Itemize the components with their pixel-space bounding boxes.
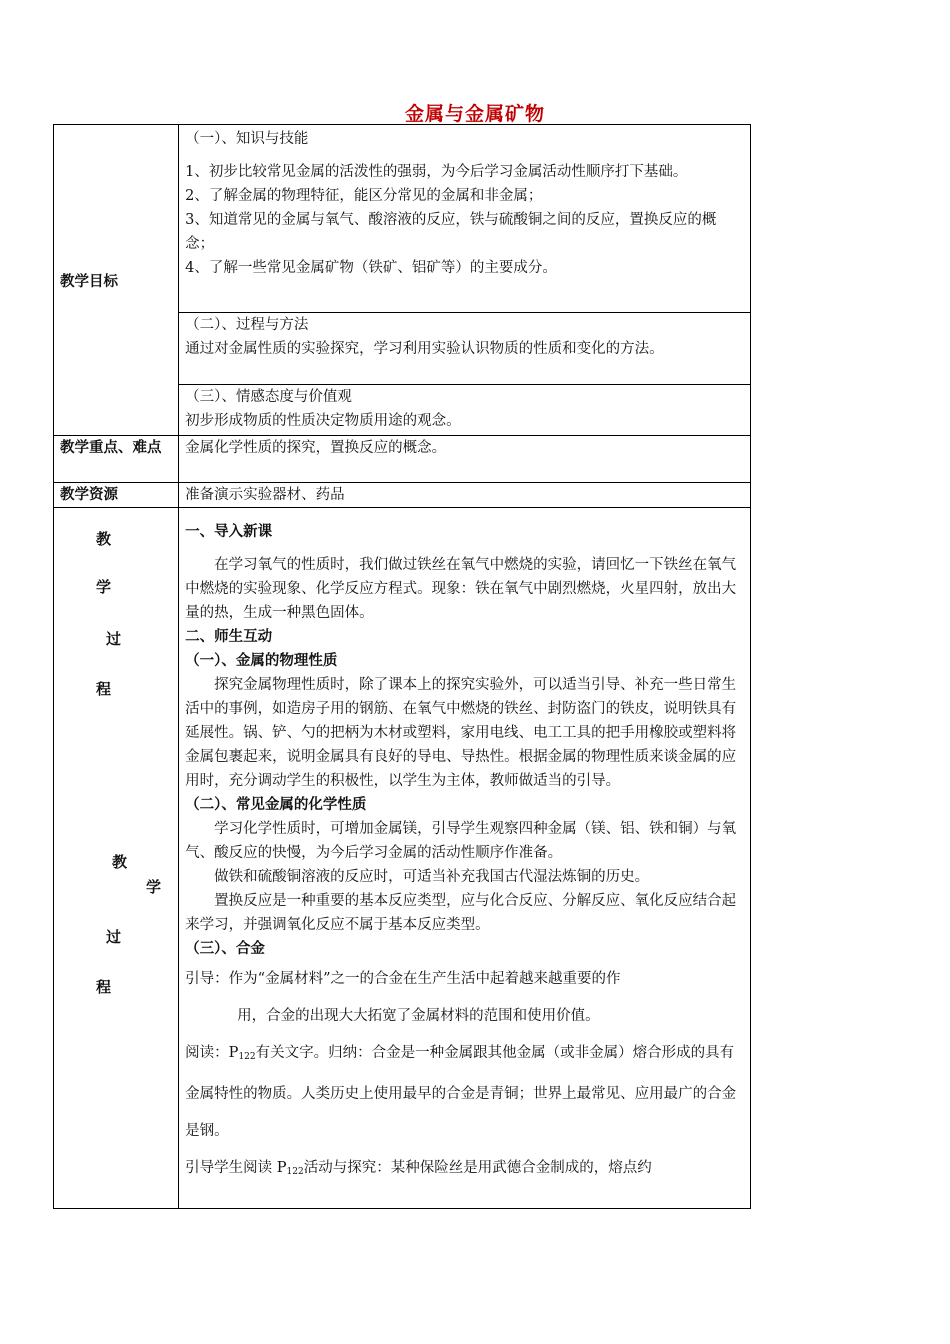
knowledge-item-4: 4、了解一些常见金属矿物（铁矿、铝矿等）的主要成分。	[185, 260, 557, 276]
process-row	[54, 508, 751, 1209]
page-ref-1: 122	[238, 1052, 256, 1062]
interaction-heading: 二、师生互动	[185, 629, 273, 645]
process-label-char-8: 程	[96, 978, 112, 996]
physical-heading: （一）、金属的物理性质	[185, 653, 338, 669]
process-content-cell	[179, 508, 751, 1209]
attitude-cell	[179, 384, 751, 435]
resources-row	[54, 483, 751, 508]
guide-line-1: 引导：作为“金属材料”之一的合金在生产生活中起着越来越重要的作	[185, 971, 621, 987]
objectives-label: 教学目标	[54, 125, 179, 436]
process-method-cell	[179, 313, 751, 384]
process-label-char-3: 过	[106, 630, 122, 648]
key-points-text: 金属化学性质的探究，置换反应的概念。	[179, 436, 751, 483]
guide2-prefix: 引导学生阅读 P	[185, 1160, 287, 1176]
key-points-label: 教学重点、难点	[54, 436, 179, 483]
process-method-text: 通过对金属性质的实验探究，学习利用实验认识物质的性质和变化的方法。	[185, 341, 664, 358]
process-method-heading: （二）、过程与方法	[185, 317, 309, 334]
process-label-char-2: 学	[96, 578, 112, 596]
guide2-paragraph	[185, 1150, 744, 1191]
chemical-text-1: 学习化学性质时，可增加金属镁，引导学生观察四种金属（镁、铝、铁和铜）与氧气、酸反应的快慢，为今后学习金属的活动性顺序作准备。	[185, 821, 737, 861]
process-label-char-5: 教	[112, 853, 128, 871]
knowledge-item-3: 3、知道常见的金属与氧气、酸溶液的反应，铁与硫酸铜之间的反应，置换反应的概念；	[185, 212, 717, 252]
process-label-char-6: 学	[146, 878, 162, 896]
attitude-heading: （三）、情感态度与价值观	[185, 388, 352, 405]
knowledge-item-2: 2、了解金属的物理特征，能区分常见的金属和非金属；	[185, 188, 543, 204]
read-rest: 有关文字。归纳：合金是一种金属跟其他金属（或非金属）熔合形成的具有金属特性的物质。人类历史上使用最早的合金是青铜；世界上最常见、应用最广的合金是钢。	[185, 1045, 737, 1139]
process-label-char-7: 过	[106, 928, 122, 946]
attitude-text: 初步形成物质的性质决定物质用途的观念。	[185, 412, 461, 429]
process-label-char-4: 程	[96, 680, 112, 698]
page-title: 金属与金属矿物	[404, 103, 545, 125]
page-ref-2: 122	[286, 1167, 304, 1177]
knowledge-cell	[179, 125, 751, 313]
guide-line-2: 用，合金的出现大大拓宽了金属材料的范围和使用价值。	[237, 1008, 600, 1024]
resources-label: 教学资源	[54, 483, 179, 508]
intro-text: 在学习氧气的性质时，我们做过铁丝在氧气中燃烧的实验，请回忆一下铁丝在氧气中燃烧的实验现象、化学反应方程式。现象：铁在氧气中剧烈燃烧，火星四射，放出大量的热，生成一种黑色固体。	[185, 557, 737, 621]
resources-text: 准备演示实验器材、药品	[179, 483, 751, 508]
objectives-knowledge-row	[54, 125, 751, 313]
alloy-heading: （三）、合金	[185, 941, 265, 957]
read-prefix: 阅读：P	[185, 1045, 239, 1061]
chemical-text-3: 置换反应是一种重要的基本反应类型，应与化合反应、分解反应、氧化反应结合起来学习，并强调氧化反应不属于基本反应类型。	[185, 893, 737, 933]
knowledge-item-1: 1、初步比较常见金属的活泼性的强弱，为今后学习金属活动性顺序打下基础。	[185, 164, 688, 180]
intro-heading: 一、导入新课	[185, 524, 273, 540]
physical-text: 探究金属物理性质时，除了课本上的探究实验外，可以适当引导、补充一些日常生活中的事例，如造房子用的钢筋、在氧气中燃烧的铁丝、封防盗门的铁皮，说明铁具有延展性。锅、铲、勺的把柄为木材或塑料，家用电线、电工工具的把手用橡胶或塑料将金属包裹起来，说明金属具有良好的导电、导热性。根据金属的物理性质来谈金属的应用时，充分调动学生的积极性，以学生为主体，教师做适当的引导。	[185, 677, 737, 789]
chemical-heading: （二）、常见金属的化学性质	[185, 797, 367, 813]
chemical-text-2: 做铁和硫酸铜溶液的反应时，可适当补充我国古代湿法炼铜的历史。	[214, 869, 650, 885]
guide2-rest: 活动与探究：某种保险丝是用武德合金制成的，熔点约	[303, 1160, 652, 1176]
process-label-cell	[54, 508, 179, 1209]
knowledge-heading: （一）、知识与技能	[185, 131, 309, 147]
process-label-char-1: 教	[96, 530, 112, 548]
read-paragraph	[185, 1035, 744, 1150]
lesson-plan-table	[53, 124, 751, 1209]
key-points-row	[54, 436, 751, 483]
